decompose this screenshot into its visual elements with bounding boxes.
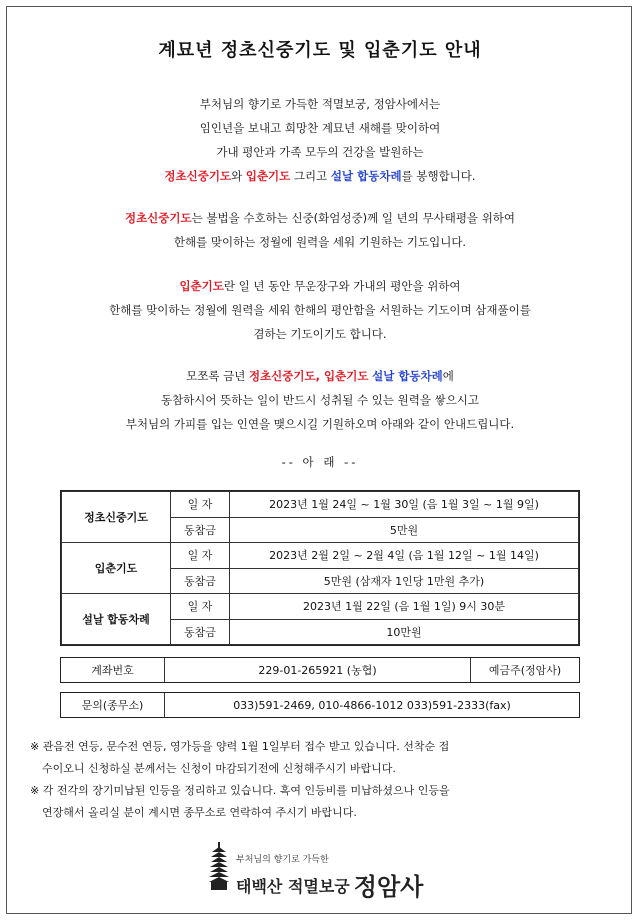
note-1-line-2: 수이오니 신청하실 분께서는 신청이 마감되기전에 신청해주시기 바랍니다. — [42, 762, 396, 775]
logo-tagline: 부처님의 향기로 가득한 — [236, 855, 329, 865]
intro-line-4 — [30, 164, 610, 188]
contact-row — [60, 692, 580, 718]
logo-main-text: 태백산 적멸보궁 — [236, 877, 350, 896]
page-title: 계묘년 정초신중기도 및 입춘기도 안내 — [158, 40, 482, 61]
highlight-ipchun-2: 입춘기도 — [179, 279, 224, 293]
invitation-line-1 — [30, 364, 610, 388]
highlight-jeongcho-2: 정초신중기도 — [124, 211, 192, 225]
fee-label: 동참금 — [171, 619, 230, 645]
invitation-line-2: 동참하시어 뜻하는 일이 반드시 성취될 수 있는 원력을 쌓으시고 — [160, 393, 480, 407]
date-value: 2023년 2월 2일 ~ 2월 4일 (음 1월 12일 ~ 1월 14일) — [230, 543, 579, 569]
contact-phones[interactable]: 033)591-2469, 010-4866-1012 033)591-2333(fax) — [233, 698, 511, 712]
table-row — [62, 594, 579, 620]
category-ipchun: 입춘기도 — [62, 543, 171, 594]
note-2-line-2: 연장해서 올리실 분이 계시면 종무소로 연락하여 주시기 바랍니다. — [42, 806, 357, 819]
ipchun-line-2: 한해를 맞이하는 정월에 원력을 세워 한해의 평안함을 서원하는 기도이며 삼재풀이를 — [109, 303, 531, 317]
notes-section — [30, 736, 610, 824]
jeongcho-line-1-text: 는 불법을 수호하는 신중(화엄성중)께 일 년의 무사태평을 위하여 — [191, 211, 516, 225]
table-row — [62, 492, 579, 518]
contact-label: 문의(종무소) — [61, 693, 165, 717]
section-divider-below: -- 아 래 -- — [281, 455, 359, 469]
table-row — [62, 543, 579, 569]
pagoda-icon — [208, 842, 230, 892]
highlight-seollal: 설날 합동차례 — [330, 169, 402, 183]
fee-value: 10만원 — [230, 619, 579, 645]
jeongcho-line-2: 한해를 맞이하는 정월에 원력을 세워 기원하는 기도입니다. — [173, 235, 467, 249]
date-label: 일 자 — [171, 492, 230, 518]
intro-text-end: 를 봉행합니다. — [401, 169, 476, 183]
invitation-paragraph — [30, 364, 610, 436]
highlight-ipchun: 입춘기도 — [245, 169, 291, 183]
fee-label: 동참금 — [171, 517, 230, 543]
schedule-table — [60, 490, 580, 646]
intro-paragraph — [30, 92, 610, 188]
category-seollal: 설날 합동차례 — [62, 594, 171, 645]
ipchun-line-3: 겸하는 기도이기도 합니다. — [253, 327, 387, 341]
intro-line-3: 가내 평안과 가족 모두의 건강을 발원하는 — [216, 145, 424, 159]
logo-temple-name: 정암사 — [353, 873, 424, 901]
fee-value: 5만원 — [230, 517, 579, 543]
invitation-text-e: 에 — [442, 369, 454, 383]
intro-text-geurigo: 그리고 — [290, 169, 331, 183]
invitation-text-a: 모쪼록 금년 — [186, 369, 249, 383]
ipchun-line-1 — [30, 274, 610, 298]
fee-value: 5만원 (삼재자 1인당 1만원 추가) — [230, 568, 579, 594]
intro-line-1: 부처님의 향기로 가득한 적멸보궁, 정암사에서는 — [199, 97, 441, 111]
jeongcho-description — [30, 206, 610, 254]
date-value: 2023년 1월 24일 ~ 1월 30일 (음 1월 3일 ~ 1월 9일) — [230, 492, 579, 518]
date-label: 일 자 — [171, 594, 230, 620]
date-value: 2023년 1월 22일 (음 1월 1일) 9시 30분 — [230, 594, 579, 620]
note-1-line-1: ※ 관음전 연등, 문수전 연등, 영가등을 양력 1월 1일부터 접수 받고 있습니다. 선착순 접 — [30, 740, 450, 753]
ipchun-description — [30, 274, 610, 346]
ipchun-line-1-text: 란 일 년 동안 무운장구와 가내의 평안을 위하여 — [223, 279, 461, 293]
fee-label: 동참금 — [171, 568, 230, 594]
highlight-jeongcho: 정초신중기도 — [164, 169, 232, 183]
logo-main — [236, 864, 423, 899]
category-jeongcho: 정초신중기도 — [62, 492, 171, 543]
account-row — [60, 657, 580, 683]
account-label: 계좌번호 — [61, 658, 165, 682]
highlight-both-prayers: 정초신중기도, 입춘기도 — [248, 369, 369, 383]
highlight-seollal-2: 설날 합동차례 — [372, 369, 443, 383]
account-holder: 예금주(정암사) — [488, 664, 562, 677]
intro-text-wa: 와 — [231, 169, 246, 183]
intro-line-2: 임인년을 보내고 희망찬 계묘년 새해를 맞이하여 — [199, 121, 441, 135]
temple-logo — [208, 842, 448, 901]
jeongcho-line-1 — [30, 206, 610, 230]
date-label: 일 자 — [171, 543, 230, 569]
invitation-line-3: 부처님의 가피를 입는 인연을 맺으시길 기원하오며 아래와 같이 안내드립니다. — [125, 417, 515, 431]
note-2-line-1: ※ 각 전각의 장기미납된 인등을 정리하고 있습니다. 혹여 인등비를 미납하셨으나 인등을 — [30, 784, 450, 797]
account-number[interactable]: 229-01-265921 (농협) — [165, 658, 471, 682]
